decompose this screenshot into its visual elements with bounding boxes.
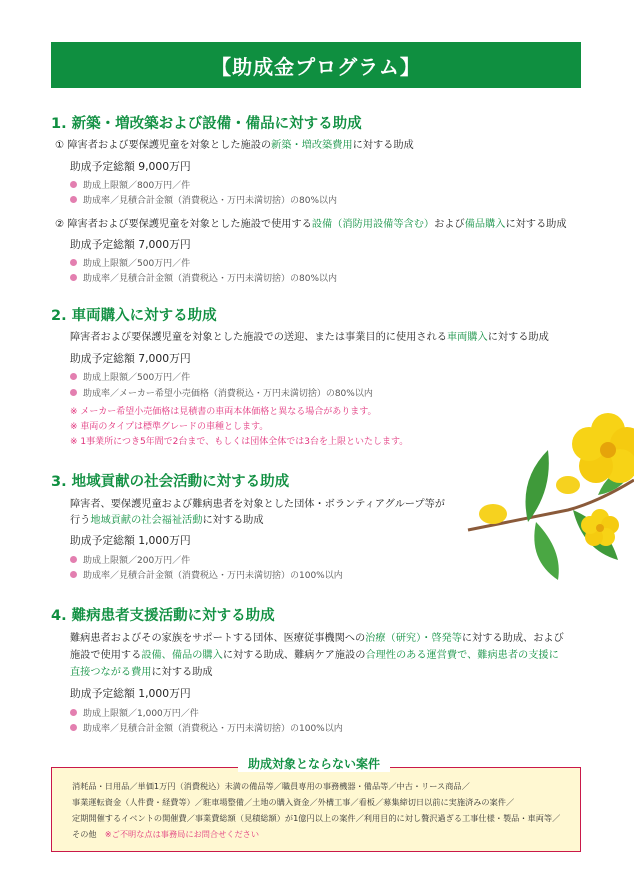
s1-item1-text: ① 障害者および要保護児童を対象とした施設の新築・増改築費用に対する助成	[55, 140, 414, 151]
bullet-icon	[70, 373, 77, 380]
exclusions-line-1: 消耗品・日用品／単価1万円（消費税込）未満の備品等／職員専用の事務機器・備品等／中古・リース商品／	[72, 781, 470, 791]
bullet-icon	[70, 724, 77, 731]
s4-text-line1: 難病患者およびその家族をサポートする団体、医療従事機関への治療（研究）・啓発等に対する助成、および	[70, 633, 564, 644]
bullet-icon	[70, 556, 77, 563]
exclusions-line-2: 事業運転資金（人件費・経費等）／駐車場整備／土地の購入資金／外構工事／看板／募集締切日以前に実施済みの案件／	[72, 797, 515, 807]
page-title-banner: 【助成金プログラム】	[51, 42, 581, 88]
s1-item1-limit: 助成上限額／800万円／件	[70, 178, 190, 191]
s2-note-2: ※ 車両のタイプは標準グレードの車種とします。	[70, 422, 269, 432]
bullet-icon	[70, 196, 77, 203]
bullet-icon	[70, 571, 77, 578]
s2-limit: 助成上限額／500万円／件	[70, 370, 190, 383]
bullet-icon	[70, 259, 77, 266]
s1-item2-text: ② 障害者および要保護児童を対象とした施設で使用する設備（消防用設備等含む）および備品購入に対する助成	[55, 219, 567, 230]
s1-item1-rate: 助成率／見積合計金額（消費税込・万円未満切捨）の80%以内	[70, 193, 337, 206]
s4-text-line2: 施設で使用する設備、備品の購入に対する助成、難病ケア施設の合理性のある運営費で、難病患者の支援に	[70, 650, 559, 661]
s2-rate: 助成率／メーカー希望小売価格（消費税込・万円未満切捨）の80%以内	[70, 386, 373, 399]
s4-amount: 助成予定総額 1,000万円	[70, 687, 191, 700]
section-1-heading: 1. 新築・増改築および設備・備品に対する助成	[51, 116, 362, 132]
exclusions-line-4: その他 ※ご不明な点は事務局にお問合せください	[72, 829, 260, 839]
s2-note-3: ※ 1事業所につき5年間で2台まで、もしくは団体全体では3台を上限といたします。	[70, 437, 409, 447]
s4-limit: 助成上限額／1,000万円／件	[70, 706, 199, 719]
bullet-icon	[70, 274, 77, 281]
yellow-flower-illustration	[458, 410, 634, 590]
s3-amount: 助成予定総額 1,000万円	[70, 534, 191, 547]
s3-text-line2: 行う地域貢献の社会福祉活動に対する助成	[70, 515, 264, 526]
s2-text: 障害者および要保護児童を対象とした施設での送迎、または事業目的に使用される車両購入に対する助成	[70, 332, 549, 343]
section-4-heading: 4. 難病患者支援活動に対する助成	[51, 608, 275, 624]
bullet-icon	[70, 389, 77, 396]
exclusions-line-3: 定期開催するイベントの開催費／事業費総額（見積総額）が1億円以上の案件／利用目的に対し贅沢過ぎる工事仕様・製品・車両等／	[72, 813, 561, 823]
s1-item1-amount: 助成予定総額 9,000万円	[70, 160, 191, 173]
s3-text-line1: 障害者、要保護児童および難病患者を対象とした団体・ボランティアグループ等が	[70, 499, 445, 510]
s1-item2-rate: 助成率／見積合計金額（消費税込・万円未満切捨）の80%以内	[70, 271, 337, 284]
s2-note-1: ※ メーカー希望小売価格は見積書の車両本体価格と異なる場合があります。	[70, 407, 377, 417]
s1-item2-amount: 助成予定総額 7,000万円	[70, 238, 191, 251]
s1-item2-limit: 助成上限額／500万円／件	[70, 256, 190, 269]
section-2-heading: 2. 車両購入に対する助成	[51, 308, 217, 324]
s2-amount: 助成予定総額 7,000万円	[70, 352, 191, 365]
section-3-heading: 3. 地域貢献の社会活動に対する助成	[51, 474, 290, 490]
exclusions-title: 助成対象とならない案件	[238, 755, 390, 772]
bullet-icon	[70, 181, 77, 188]
s4-text-line3: 直接つながる費用に対する助成	[70, 667, 213, 678]
bullet-icon	[70, 709, 77, 716]
s3-limit: 助成上限額／200万円／件	[70, 553, 190, 566]
s4-rate: 助成率／見積合計金額（消費税込・万円未満切捨）の100%以内	[70, 721, 343, 734]
s3-rate: 助成率／見積合計金額（消費税込・万円未満切捨）の100%以内	[70, 568, 343, 581]
